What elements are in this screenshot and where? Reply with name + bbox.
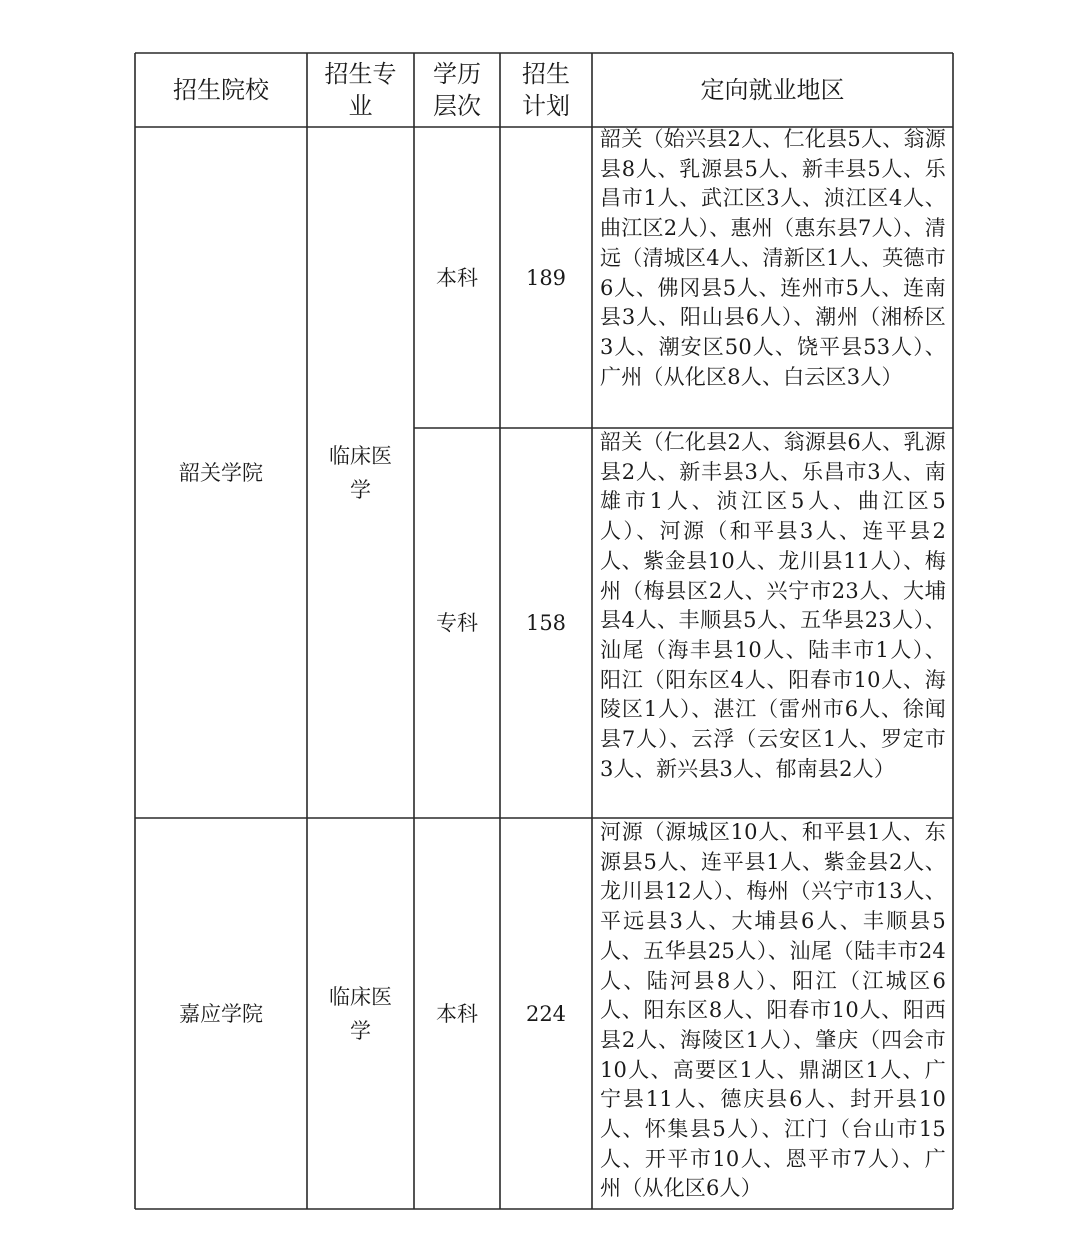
header-plan: [500, 53, 592, 127]
table-row-school: [135, 818, 307, 1209]
table-row-level: [414, 428, 500, 818]
header-plan-text: 招生计划: [522, 60, 570, 120]
header-level-text: 学历层次: [433, 60, 481, 120]
plan-count: 224: [525, 1001, 567, 1026]
school-name: 嘉应学院: [179, 1001, 263, 1026]
school-name: 韶关学院: [179, 460, 263, 485]
header-school-text: 招生院校: [173, 76, 269, 104]
table-row-plan: [500, 428, 592, 818]
level-value: 本科: [436, 265, 478, 290]
table-row-major: [307, 818, 414, 1209]
header-region: [592, 53, 953, 127]
table-row-level: [414, 818, 500, 1209]
table-row-level: [414, 127, 500, 428]
plan-count: 189: [525, 265, 567, 290]
plan-count: 158: [525, 611, 567, 635]
region-text: 韶关（仁化县2人、翁源县6人、乳源县2人、新丰县3人、乐昌市3人、南雄市1人、浈江区5人、曲江区5人）、河源（和平县3人、连平县2人、紫金县10人、龙川县11人）、梅州（梅县区2人、兴宁市23人、大埔县4人、丰顺县5人、五华县23人）、汕尾（海丰县10人、陆丰市1人）、阳江（阳东区4人、阳春市10人、海陵区1人）、湛江（雷州市6人、徐闻县7人）、云浮（云安区1人、罗定市3人、新兴县3人、郁南县2人）: [600, 430, 946, 781]
header-major-text: 招生专业: [324, 60, 397, 120]
table-row-plan: [500, 127, 592, 428]
region-text: 韶关（始兴县2人、仁化县5人、翁源县8人、乳源县5人、新丰县5人、乐昌市1人、武江区3人、浈江区4人、曲江区2人）、惠州（惠东县7人）、清远（清城区4人、清新区1人、英德市6人、佛冈县5人、连州市5人、连南县3人、阳山县6人）、潮州（湘桥区3人、潮安区50人、饶平县53人）、广州（从化区8人、白云区3人）: [600, 127, 946, 389]
major-name: 临床医学: [329, 984, 392, 1043]
header-school: [135, 53, 307, 127]
table-row-major: [307, 127, 414, 818]
header-major: [307, 53, 414, 127]
table-row-plan: [500, 818, 592, 1209]
header-level: [414, 53, 500, 127]
level-value: 专科: [436, 611, 478, 635]
region-text: 河源（源城区10人、和平县1人、东源县5人、连平县1人、紫金县2人、龙川县12人）、梅州（兴宁市13人、平远县3人、大埔县6人、丰顺县5人、五华县25人）、汕尾（陆丰市24人、陆河县8人）、阳江（江城区6人、阳东区8人、阳春市10人、阳西县2人、海陵区1人）、肇庆（四会市10人、高要区1人、鼎湖区1人、广宁县11人、德庆县6人、封开县10人、怀集县5人）、江门（台山市15人、开平市10人、恩平市7人）、广州（从化区6人）: [600, 820, 946, 1201]
level-value: 本科: [436, 1001, 478, 1026]
major-name: 临床医学: [329, 443, 392, 502]
header-region-text: 定向就业地区: [700, 76, 845, 104]
table-row-school: [135, 127, 307, 818]
